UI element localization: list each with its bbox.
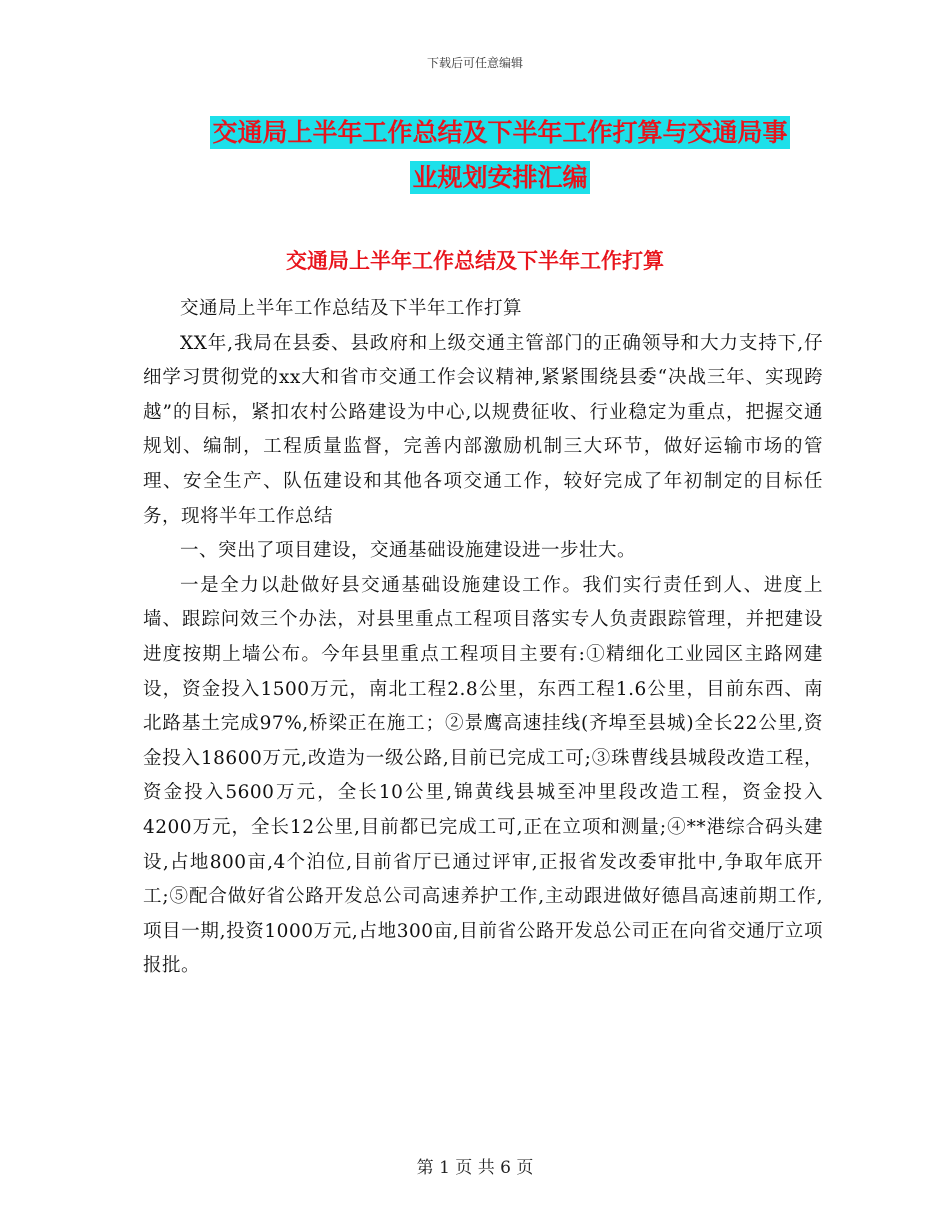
paragraph: XX年,我局在县委、县政府和上级交通主管部门的正确领导和大力支持下,仔细学习贯彻党的xx大和省市交通工作会议精神,紧紧围绕县委“决战三年、实现跨越”的目标，紧扣农村公路建设为中心,以规费征收、行业稳定为重点，把握交通规划、编制，工程质量监督，完善内部激励机制三大环节，做好运输市场的管理、安全生产、队伍建设和其他各项交通工作，较好完成了年初制定的目标任务，现将半年工作总结 [143, 332, 823, 527]
document-title-line-2: 业规划安排汇编 [412, 163, 588, 192]
document-title [120, 110, 880, 200]
body-text [143, 292, 823, 984]
paragraph: 一是全力以赴做好县交通基础设施建设工作。我们实行责任到人、进度上墙、跟踪问效三个办法，对县里重点工程项目落实专人负责跟踪管理，并把建设进度按期上墙公布。今年县里重点工程项目主要有:①精细化工业园区主路网建设，资金投入1500万元，南北工程2.8公里，东西工程1.6公里，目前东西、南北路基土完成97%,桥梁正在施工；②景鹰高速挂线(齐埠至县城)全长22公里,资金投入18600万元,改造为一级公路,目前已完成工可;③珠曹线县城段改造工程，资金投入5600万元，全长10公里,锦黄线县城至冲里段改造工程，资金投入4200万元，全长12公里,目前都已完成工可,正在立项和测量;④**港综合码头建设,占地800亩,4个泊位,目前省厅已通过评审,正报省发改委审批中,争取年底开工;⑤配合做好省公路开发总公司高速养护工作,主动跟进做好德昌高速前期工作,项目一期,投资1000万元,占地300亩,目前省公路开发总公司正在向省交通厅立项报批。 [143, 574, 823, 977]
document-title-line-1: 交通局上半年工作总结及下半年工作打算与交通局事 [212, 118, 788, 147]
section-title: 交通局上半年工作总结及下半年工作打算 [286, 248, 664, 273]
paragraph: 一、突出了项目建设，交通基础设施建设进一步壮大。 [180, 540, 637, 562]
page-footer: 第 1 页 共 6 页 [416, 1158, 534, 1178]
header-note: 下载后可任意编辑 [426, 56, 523, 70]
paragraph: 交通局上半年工作总结及下半年工作打算 [180, 298, 523, 319]
